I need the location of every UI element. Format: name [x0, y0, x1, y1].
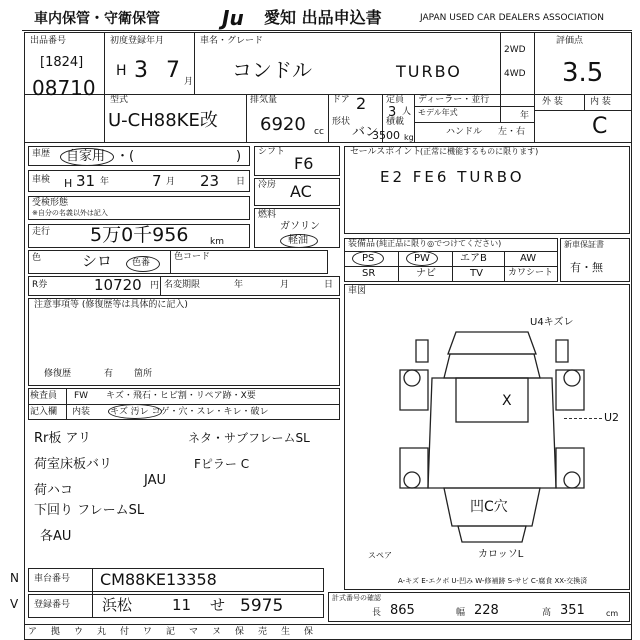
diagram-mark-rear: カロッソL: [478, 549, 524, 560]
logo-text: Ju: [222, 6, 244, 30]
checker-damage-line: キズ・飛石・ヒビ割・リペア跡・X要: [106, 391, 256, 401]
inspector-note-left-2: 荷室床板バリ: [34, 457, 113, 472]
bottom-row-cell: 記: [166, 627, 176, 637]
aircon-value: AC: [290, 182, 312, 201]
bottom-row-cell: ウ: [74, 627, 84, 637]
bottom-row-cell: 拠: [51, 627, 61, 637]
transfer-year: 年: [234, 280, 244, 290]
bottom-row: [28, 628, 328, 640]
equipment-label: 装備品: [348, 239, 376, 249]
logo: [222, 8, 260, 30]
use-rest: ・(: [116, 149, 135, 164]
equipment-airbag: エアB: [460, 253, 487, 264]
equipment-navi: ナビ: [416, 268, 436, 279]
diagram-label: 車図: [348, 286, 367, 296]
doors-value: 2: [356, 94, 367, 113]
model-year-label: モデル年式: [418, 108, 458, 117]
chassis-label: 車台番号: [34, 574, 71, 584]
handle-value: 左・右: [498, 127, 526, 137]
capacity-value: 3: [388, 105, 397, 120]
diagram-legend: A-キズ E-エクボ U-凹み W-修補跡 S-サビ C-腐食 XX-交換済: [398, 577, 588, 585]
checker-int-line: キズ 汚レ コゲ・穴・スレ・キレ・破レ: [110, 407, 269, 417]
checker-kizu-circle: [108, 404, 162, 419]
inspection-era: H: [64, 177, 73, 190]
bottom-row-cell: 保: [304, 627, 314, 637]
capacity-unit: 人: [402, 107, 412, 117]
loading-value: 3500: [372, 129, 400, 142]
equipment-note: (純正品に限り◎でつけてください): [376, 239, 502, 248]
inspection-year-unit: 年: [100, 177, 110, 187]
use-value: 自家用: [66, 149, 106, 164]
sales-point-note: (正常に機能するものに限ります): [420, 147, 539, 156]
displacement-label: 排気量: [250, 95, 278, 105]
equipment-pw: PW: [414, 253, 430, 264]
dimensions-height-label: 高: [542, 608, 552, 618]
margin-mark-v: V: [10, 597, 19, 611]
diagram-mark-x: X: [502, 393, 512, 409]
inspection-day-unit: 日: [236, 177, 246, 187]
plate-region: 浜松: [102, 596, 133, 614]
transfer-month: 月: [280, 280, 290, 290]
repair-label: 修復歴: [44, 369, 72, 379]
inspection-month: 7: [152, 172, 162, 190]
inspection-day: 23: [200, 172, 220, 190]
recycle-value: 10720: [94, 276, 142, 294]
first-registration-label: 初度登録年月: [110, 36, 165, 46]
mileage-unit: km: [210, 237, 224, 247]
loading-unit: kg: [404, 133, 414, 142]
diagram-mark-u2: U2: [604, 411, 620, 424]
sales-point-label: セールスポイント: [350, 147, 422, 157]
dealer-label: ディーラー・並行: [418, 95, 490, 105]
fuel-gasoline: ガソリン: [280, 221, 320, 232]
receiving-note: ※自分の名義以外は記入: [32, 209, 108, 217]
bottom-row-cell: ワ: [143, 627, 153, 637]
association-en: JAPAN USED CAR DEALERS ASSOCIATION: [420, 13, 604, 23]
association-jp: 愛知 出品申込書: [264, 8, 382, 27]
plate-class: 11: [172, 596, 192, 614]
checker-label-1: 検査員: [30, 391, 58, 401]
bottom-row-cell: マ: [189, 627, 199, 637]
equipment-tv: TV: [470, 268, 483, 279]
notes-box: [28, 298, 340, 386]
repair-suffix: 箇所: [134, 369, 153, 379]
sales-point-text: E2 FE6 TURBO: [380, 168, 525, 186]
drive-4wd: 4WD: [504, 69, 526, 79]
diagram-mark-dent: 凹C穴: [470, 499, 508, 515]
color-code-label: 色番: [132, 258, 151, 268]
shape-label: 形状: [332, 117, 351, 127]
model-label: 型式: [110, 95, 129, 105]
rating-value: 3.5: [562, 58, 604, 88]
registration-month: 7: [166, 58, 180, 83]
inspector-note-left-4: 下回り フレームSL: [34, 503, 145, 518]
lot-number: 08710: [32, 76, 96, 100]
shift-label: シフト: [258, 147, 286, 157]
equipment-ps: PS: [362, 253, 375, 264]
bottom-row-cell: ア: [28, 627, 38, 637]
interior-value: C: [592, 114, 608, 139]
checker-int-label: 内装: [72, 407, 91, 417]
warranty-label: 新車保証書: [564, 240, 604, 249]
loading-label: 積載: [386, 117, 405, 127]
exterior-label: 外 装: [542, 97, 563, 107]
inspection-month-unit: 月: [166, 177, 176, 187]
inspector-note-left-3: 荷ハコ: [34, 483, 74, 498]
aircon-label: 冷房: [258, 180, 277, 190]
dimensions-width-label: 幅: [456, 608, 466, 618]
inspector-note-right-1: ネタ・サブフレームSL: [188, 431, 310, 445]
mileage-value: 5万0千956: [90, 224, 189, 246]
displacement-value: 6920: [260, 114, 306, 135]
inspector-note-left-5: 各AU: [40, 529, 72, 544]
bottom-row-cell: 生: [281, 627, 291, 637]
diagram-mark-1: U4キズレ: [530, 317, 574, 328]
bottom-row-cell: ヌ: [212, 627, 222, 637]
equipment-aw: AW: [520, 253, 537, 264]
dimensions-label: 計式番号の確認: [332, 594, 381, 602]
color-code-title: 色コード: [174, 252, 211, 262]
capacity-label: 定員: [386, 95, 405, 105]
sales-point-box: [344, 146, 630, 234]
fuel-label: 燃料: [258, 210, 277, 220]
dimensions-length: 865: [390, 603, 415, 618]
interior-label: 内 装: [590, 97, 611, 107]
vehicle-grade: TURBO: [396, 62, 462, 81]
diagram-mark-spare: スペア: [368, 551, 392, 560]
dimensions-length-label: 長: [372, 608, 382, 618]
receiving-label: 受検形態: [32, 198, 69, 208]
rating-label: 評価点: [556, 36, 584, 46]
chassis-value: CM88KE13358: [100, 570, 217, 589]
recycle-label: R券: [32, 280, 48, 290]
inspector-note-right-2: Fピラー C: [194, 457, 250, 471]
dimensions-width: 228: [474, 603, 499, 618]
inspection-label: 車検: [32, 175, 51, 185]
color-value: シロ: [82, 252, 113, 270]
warranty-value: 有・無: [570, 261, 603, 274]
inspector-note-left-1: Rr板 アリ: [34, 431, 91, 446]
dimensions-height: 351: [560, 603, 585, 618]
lot-lane: [1824]: [40, 55, 84, 70]
transfer-label: 名変期限: [164, 280, 201, 290]
plate-label: 登録番号: [34, 600, 71, 610]
shape-value: バン: [352, 125, 379, 140]
bottom-row-cell: 丸: [97, 627, 107, 637]
bottom-row-cell: 売: [258, 627, 268, 637]
margin-mark-n: N: [10, 571, 19, 585]
repair-value: 有: [104, 369, 114, 379]
equipment-sr: SR: [362, 268, 376, 279]
model-value: U-CH88KE改: [108, 110, 218, 131]
inspection-year: 31: [76, 172, 96, 190]
mileage-label: 走行: [32, 227, 51, 237]
fuel-diesel: 軽油: [288, 235, 308, 246]
plate-kana: せ: [210, 596, 226, 614]
transfer-day: 日: [324, 280, 334, 290]
lot-label: 出品番号: [30, 36, 67, 46]
dimensions-unit: cm: [606, 609, 619, 618]
bottom-row-cell: 保: [235, 627, 245, 637]
equipment-leather: カワシート: [508, 268, 554, 278]
shift-value: F6: [294, 154, 314, 173]
notes-label: 注意事項等 (修復歴等は具体的に記入): [34, 300, 188, 310]
checker-fw: FW: [74, 391, 89, 401]
inspector-note-mid: JAU: [144, 473, 167, 488]
displacement-unit: cc: [314, 127, 324, 137]
vehicle-name-label: 車名・グレード: [200, 36, 264, 46]
doors-label: ドア: [332, 95, 350, 105]
plate-number: 5975: [240, 596, 284, 616]
registration-year: 3: [134, 58, 148, 83]
bottom-row-cell: 付: [120, 627, 130, 637]
history-label: 車歴: [32, 149, 51, 159]
recycle-unit: 円: [150, 281, 160, 291]
handle-label: ハンドル: [446, 127, 483, 137]
model-year-suffix: 年: [520, 111, 530, 121]
registration-era: H: [116, 63, 127, 79]
drive-2wd: 2WD: [504, 45, 526, 55]
registration-month-unit: 月: [184, 77, 194, 87]
vehicle-name: コンドル: [232, 58, 312, 82]
use-close: ): [236, 149, 242, 164]
car-diagram: [372, 318, 612, 558]
checker-label-2: 記入欄: [30, 407, 58, 417]
color-label: 色: [32, 253, 42, 263]
storage-label: 車内保管・守衛保管: [34, 11, 160, 27]
